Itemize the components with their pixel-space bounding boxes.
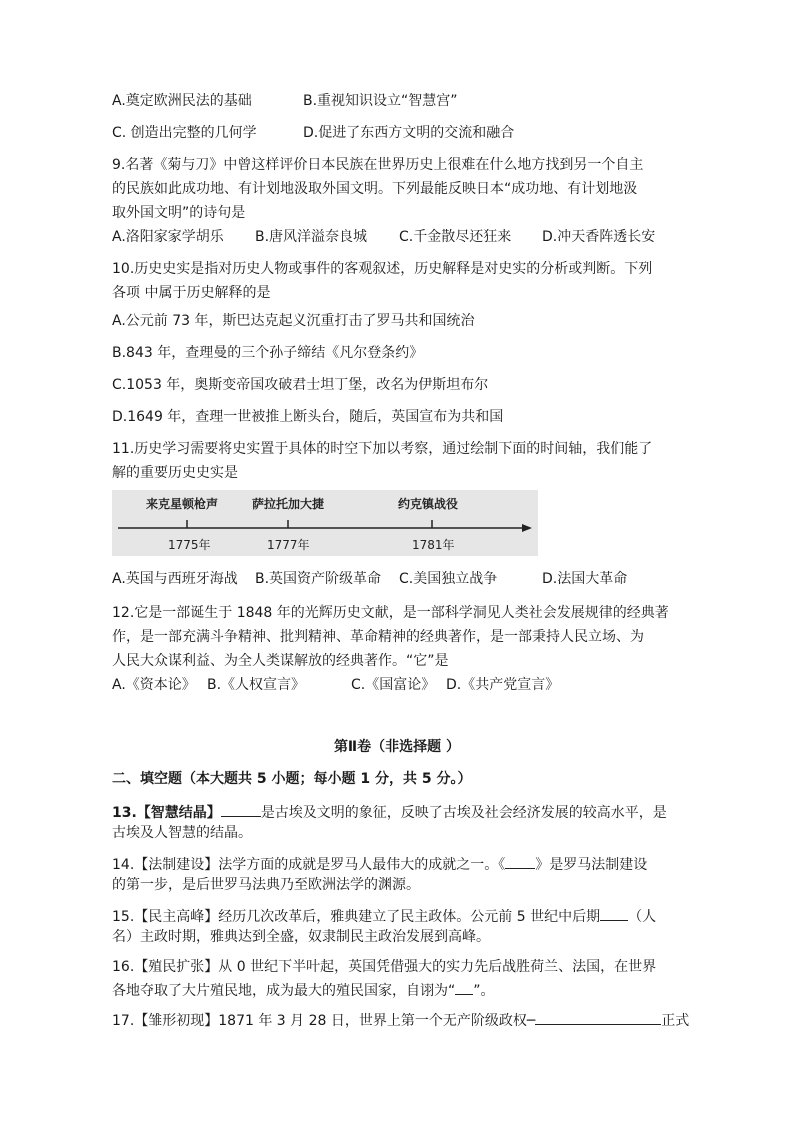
- q10-option-b: B.843 年，查理曼的三个孙子缔结《凡尔登条约》: [112, 345, 424, 361]
- q12-option-a: A.《资本论》: [112, 677, 196, 693]
- q13-blank[interactable]: [221, 800, 261, 817]
- q11-option-c: C.美国独立战争: [399, 571, 498, 587]
- timeline-event-label-2: 萨拉托加大捷: [252, 497, 325, 511]
- q14-after: 》是罗马法制建设: [535, 857, 648, 873]
- timeline-year-1: 1775年: [168, 538, 211, 552]
- q11-stem-line-1: 11.历史学习需要将史实置于具体的时空下加以考察，通过绘制下面的时间轴，我们能了: [112, 441, 653, 457]
- timeline-year-2: 1777年: [267, 538, 310, 552]
- part2-heading: 二、填空题（本大题共 5 小题；每小题 1 分，共 5 分。）: [112, 771, 472, 787]
- q9-stem-line-1: 9.名著《菊与刀》中曾这样评价日本民族在世界历史上很难在什么地方找到另一个自主: [112, 157, 644, 173]
- q9-stem-line-2: 的民族如此成功地、有计划地汲取外国文明。下列最能反映日本“成功地、有计划地汲: [112, 181, 638, 197]
- q12-option-b: B.《人权宣言》: [207, 677, 306, 693]
- q8-option-d: D.促进了东西方文明的交流和融合: [303, 125, 515, 141]
- q17-blank[interactable]: [535, 1008, 661, 1025]
- q11-option-b: B.英国资产阶级革命: [255, 571, 382, 587]
- q16-blank[interactable]: [455, 978, 473, 995]
- q17-line-1: [112, 1008, 689, 1032]
- timeline-event-label-1: 来克星顿枪声: [146, 497, 219, 511]
- q14-blank[interactable]: [505, 852, 535, 869]
- q10-option-c: C.1053 年，奥斯变帝国攻破君士坦丁堡，改名为伊斯坦布尔: [112, 377, 489, 393]
- q10-option-d: D.1649 年，查理一世被推上断头台，随后，英国宣布为共和国: [112, 409, 504, 425]
- timeline-arrow-icon: [522, 524, 532, 532]
- q10-stem-line-1: 10.历史史实是指对历史人物或事件的客观叙述，历史解释是对史实的分析或判断。下列: [112, 261, 653, 277]
- q13-prefix: 13.【智慧结晶】: [112, 805, 221, 821]
- q14-line-2: 的第一步，是后世罗马法典乃至欧洲法学的渊源。: [112, 877, 420, 893]
- q13-line-1: [112, 800, 667, 824]
- q12-stem-line-1: 12.它是一部诞生于 1848 年的光辉历史文献，是一部科学洞见人类社会发展规律的经典著: [112, 605, 669, 621]
- q13-line-2: 古埃及人智慧的结晶。: [112, 825, 252, 841]
- q17-after: 正式: [661, 1013, 690, 1029]
- q15-blank[interactable]: [600, 904, 628, 921]
- q12-stem-line-3: 人民大众谋利益、为全人类谋解放的经典著作。“它”是: [112, 653, 449, 669]
- q8-option-a: A.奠定欧洲民法的基础: [112, 93, 252, 109]
- q15-prefix: 15.【民主高峰】经历几次改革后，雅典建立了民主政体。公元前 5 世纪中后期: [112, 909, 601, 925]
- q9-option-b: B.唐风洋溢奈良城: [255, 229, 368, 245]
- q15-line-1: [112, 904, 656, 928]
- q16-after: ”。: [473, 983, 495, 999]
- q8-option-c: C. 创造出完整的几何学: [112, 125, 257, 141]
- q9-option-d: D.冲天香阵透长安: [542, 229, 656, 245]
- q9-option-c: C.千金散尽还狂来: [399, 229, 512, 245]
- q11-stem-line-2: 解的重要历史史实是: [112, 465, 238, 481]
- timeline-event-label-3: 约克镇战役: [398, 497, 459, 511]
- q9-stem-line-3: 取外国文明”的诗句是: [112, 205, 246, 221]
- q8-option-b: B.重视知识设立“智慧宫”: [303, 93, 458, 109]
- q16-prefix: 各地夺取了大片殖民地，成为最大的殖民国家，自诩为“: [112, 983, 456, 999]
- q12-option-d: D.《共产党宣言》: [446, 677, 560, 693]
- q17-prefix: 17.【雏形初现】1871 年 3 月 28 日，世界上第一个无产阶级政权─: [112, 1013, 536, 1029]
- q13-after: 是古埃及文明的象征，反映了古埃及社会经济发展的较高水平，是: [260, 805, 667, 821]
- q15-line-2: 名）主政时期，雅典达到全盛，奴隶制民主政治发展到高峰。: [112, 929, 490, 945]
- q12-option-c: C.《国富论》: [351, 677, 436, 693]
- q9-option-a: A.洛阳家家学胡乐: [112, 229, 224, 245]
- q16-line-2: [112, 978, 495, 1002]
- q11-option-a: A.英国与西班牙海战: [112, 571, 238, 587]
- q15-after: （人: [628, 909, 657, 925]
- q10-stem-line-2: 各项 中属于历史解释的是: [112, 285, 271, 301]
- q16-line-1: 16.【殖民扩张】从 0 世纪下半叶起，英国凭借强大的实力先后战胜荷兰、法国，在世界: [112, 959, 657, 975]
- q11-option-d: D.法国大革命: [542, 571, 628, 587]
- q10-option-a: A.公元前 73 年，斯巴达克起义沉重打击了罗马共和国统治: [112, 313, 475, 329]
- q14-line-1: [112, 852, 647, 876]
- timeline-year-3: 1781年: [412, 538, 455, 552]
- q12-stem-line-2: 作，是一部充满斗争精神、批判精神、革命精神的经典著作，是一部秉持人民立场、为: [112, 629, 644, 645]
- timeline-figure: [112, 490, 538, 556]
- q14-prefix: 14.【法制建设】法学方面的成就是罗马人最伟大的成就之一。《: [112, 857, 506, 873]
- part2-title: 第Ⅱ卷（非选择题 ）: [333, 739, 461, 755]
